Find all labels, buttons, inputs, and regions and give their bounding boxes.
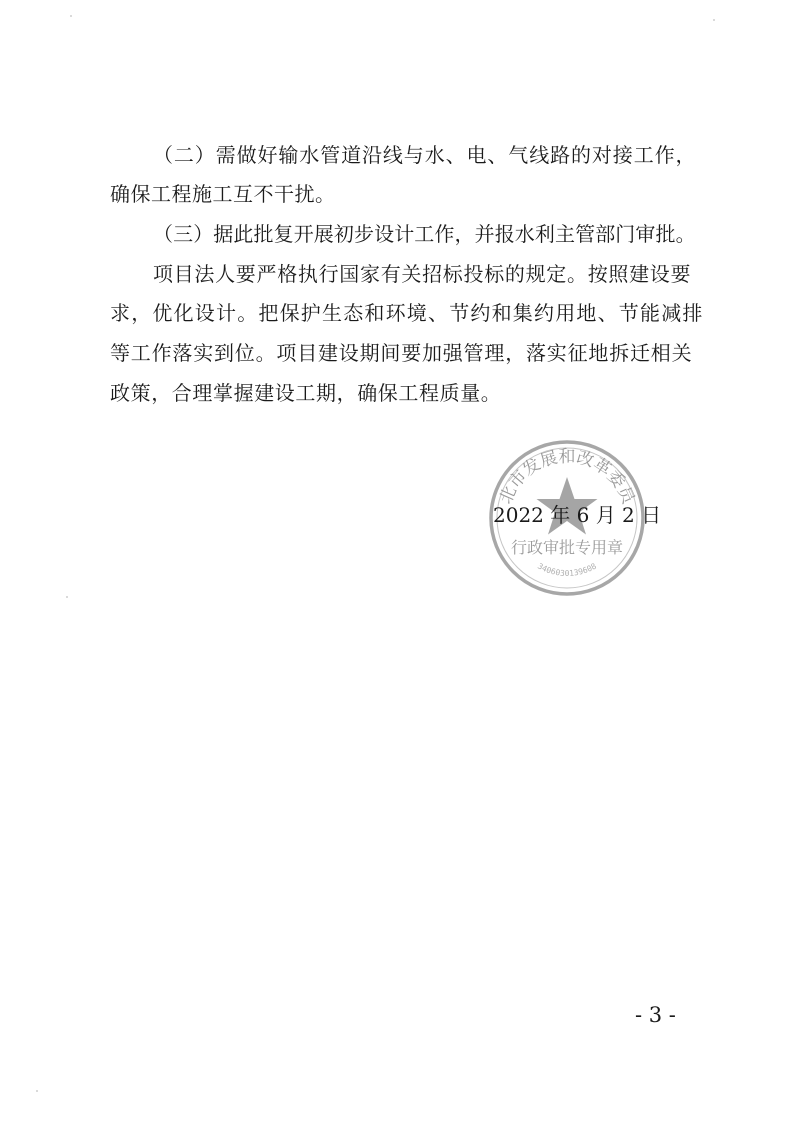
paragraph-project-legal-person-line-2: 求，优化设计。把保护生态和环境、节约和集约用地、节能减排 bbox=[110, 301, 704, 325]
paragraph-item-2-line-2: 确保工程施工互不干扰。 bbox=[110, 182, 336, 206]
paragraph-project-legal-person-line-3: 等工作落实到位。项目建设期间要加强管理，落实征地拆迁相关 bbox=[110, 341, 693, 365]
seal-outer-text: 北市发展和改革委员 bbox=[495, 447, 639, 507]
issue-date: 2022 年 6 月 2 日 bbox=[493, 503, 662, 527]
page-number: - 3 - bbox=[635, 1003, 676, 1027]
scan-speck bbox=[70, 15, 72, 17]
seal-serial-number: 3406030139608 bbox=[536, 561, 598, 578]
scan-speck bbox=[36, 1090, 38, 1092]
paragraph-item-3: （三）据此批复开展初步设计工作，并报水利主管部门审批。 bbox=[153, 222, 696, 246]
paragraph-project-legal-person-line-4: 政策，合理掌握建设工期，确保工程质量。 bbox=[110, 381, 502, 405]
paragraph-project-legal-person-line-1: 项目法人要严格执行国家有关招标投标的规定。按照建设要 bbox=[153, 262, 692, 286]
seal-inner-text: 行政审批专用章 bbox=[510, 538, 624, 557]
paragraph-item-2-line-1: （二）需做好输水管道沿线与水、电、气线路的对接工作， bbox=[153, 143, 697, 167]
scan-speck bbox=[66, 596, 68, 598]
scan-speck bbox=[713, 19, 715, 21]
